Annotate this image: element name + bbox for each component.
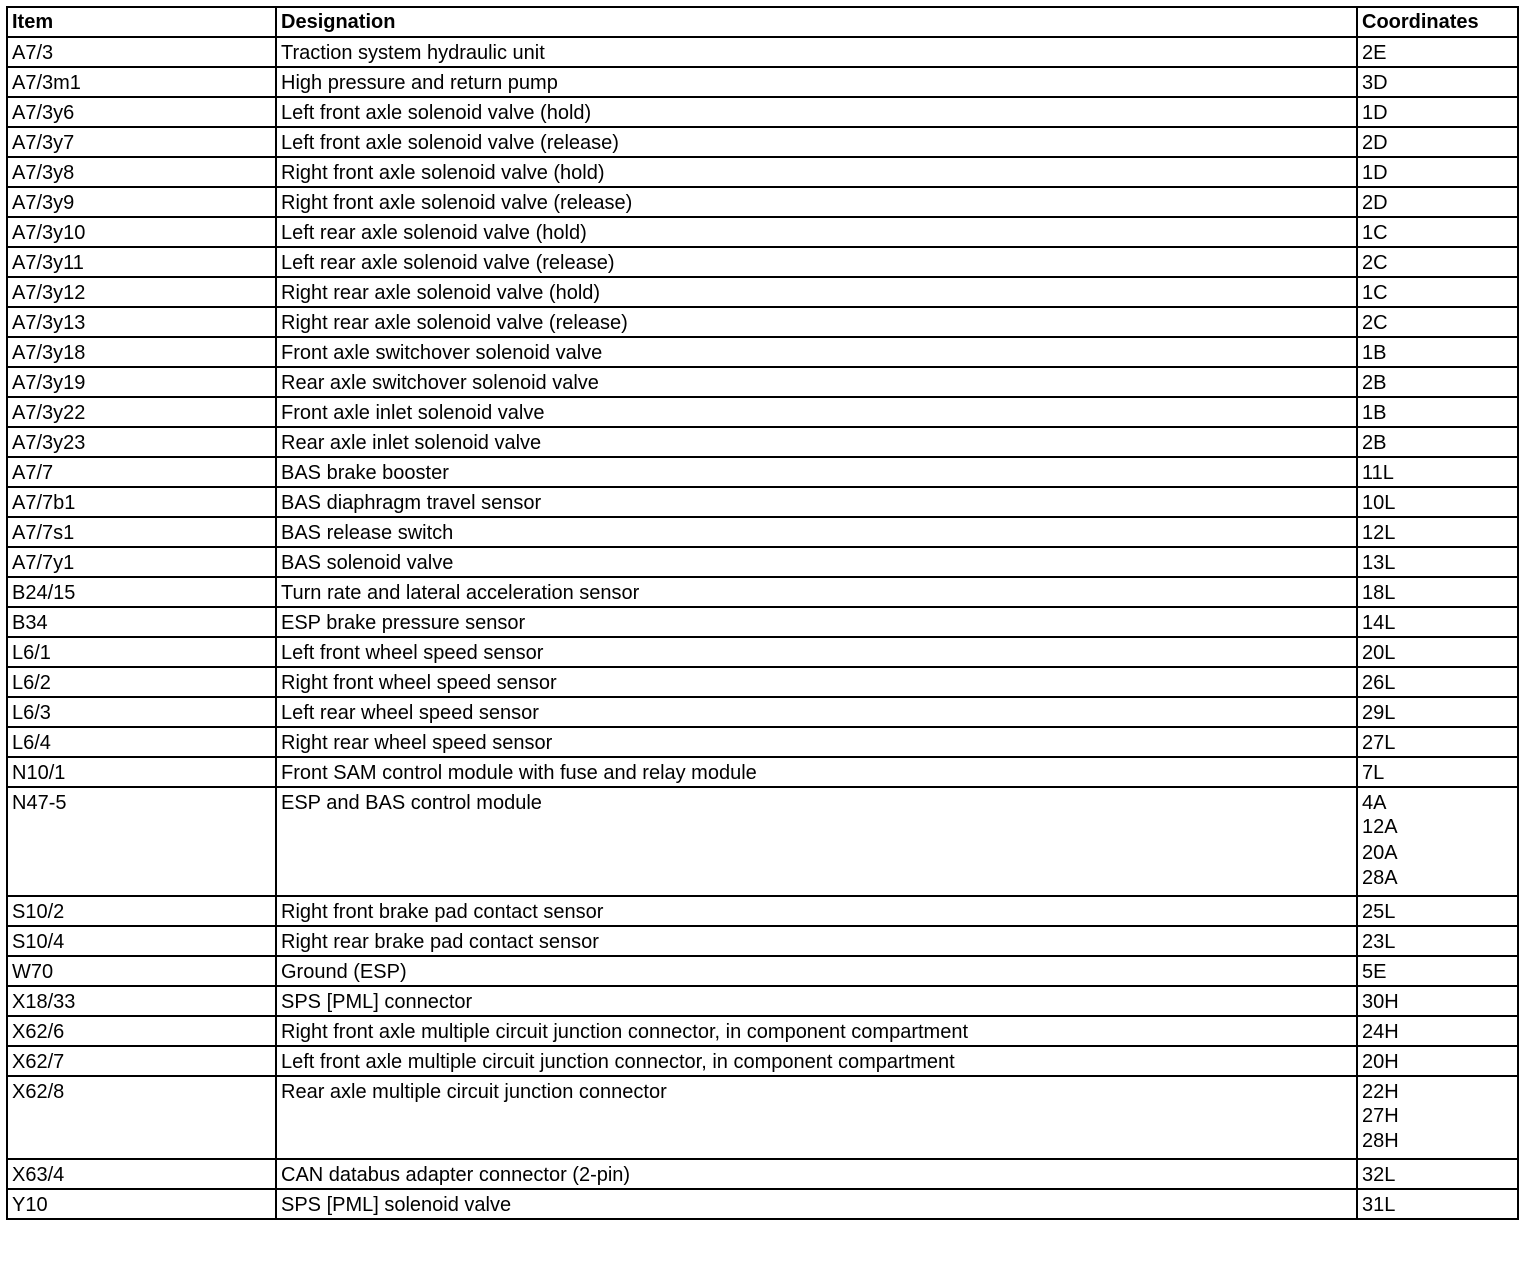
coordinate-value: 28A (1362, 867, 1398, 889)
cell-designation: Left rear wheel speed sensor (276, 697, 1357, 727)
cell-designation: Right front brake pad contact sensor (276, 896, 1357, 926)
cell-coordinates (1357, 577, 1518, 607)
cell-designation: Right front axle multiple circuit junction connector, in component compartment (276, 1016, 1357, 1046)
cell-item: A7/3y8 (7, 157, 276, 187)
cell-item: X18/33 (7, 986, 276, 1016)
coordinate-value: 3D (1362, 72, 1388, 94)
cell-designation: BAS brake booster (276, 457, 1357, 487)
cell-item: A7/7b1 (7, 487, 276, 517)
coordinate-value: 32L (1362, 1163, 1396, 1186)
coordinate-value: 28H (1362, 1130, 1399, 1152)
cell-item: W70 (7, 956, 276, 986)
cell-coordinates (1357, 1046, 1518, 1076)
coordinate-value: 18L (1362, 582, 1396, 604)
header-item: Item (7, 7, 276, 37)
cell-item: N10/1 (7, 757, 276, 787)
cell-designation: Traction system hydraulic unit (276, 37, 1357, 67)
cell-designation: Ground (ESP) (276, 956, 1357, 986)
table-row (7, 547, 1518, 577)
cell-designation: BAS release switch (276, 517, 1357, 547)
coordinate-value: 22H (1362, 1080, 1399, 1103)
cell-coordinates (1357, 337, 1518, 367)
cell-coordinates (1357, 397, 1518, 427)
cell-designation: Right rear axle solenoid valve (hold) (276, 277, 1357, 307)
table-row (7, 607, 1518, 637)
coordinate-value: 7L (1362, 762, 1385, 784)
coordinate-value: 27L (1362, 732, 1396, 754)
cell-designation: Right front axle solenoid valve (release) (276, 187, 1357, 217)
component-table (6, 6, 1519, 1220)
table-row (7, 427, 1518, 457)
cell-coordinates (1357, 926, 1518, 956)
cell-designation: SPS [PML] solenoid valve (276, 1189, 1357, 1219)
cell-coordinates (1357, 637, 1518, 667)
cell-designation: SPS [PML] connector (276, 986, 1357, 1016)
header-coordinates: Coordinates (1357, 7, 1518, 37)
coordinate-value: 2E (1362, 42, 1387, 64)
coordinate-value: 2B (1362, 372, 1387, 394)
cell-designation: BAS diaphragm travel sensor (276, 487, 1357, 517)
cell-coordinates (1357, 247, 1518, 277)
cell-item: A7/3y22 (7, 397, 276, 427)
cell-item: A7/3y23 (7, 427, 276, 457)
table-row (7, 1189, 1518, 1219)
cell-coordinates (1357, 727, 1518, 757)
cell-item: A7/7 (7, 457, 276, 487)
cell-designation: Front axle switchover solenoid valve (276, 337, 1357, 367)
cell-designation: Right front wheel speed sensor (276, 667, 1357, 697)
table-body (7, 37, 1518, 1219)
cell-designation: Right rear brake pad contact sensor (276, 926, 1357, 956)
cell-item: A7/7s1 (7, 517, 276, 547)
cell-coordinates (1357, 697, 1518, 727)
coordinate-value: 1C (1362, 222, 1388, 244)
cell-coordinates (1357, 956, 1518, 986)
cell-item: A7/3y12 (7, 277, 276, 307)
header-row (7, 7, 1518, 37)
table-row (7, 1046, 1518, 1076)
cell-item: A7/3y7 (7, 127, 276, 157)
cell-item: L6/3 (7, 697, 276, 727)
coordinate-value: 14L (1362, 612, 1396, 634)
table-row (7, 367, 1518, 397)
coordinate-value: 20A (1362, 841, 1398, 864)
header-designation: Designation (276, 7, 1357, 37)
table-row (7, 757, 1518, 787)
cell-designation: High pressure and return pump (276, 67, 1357, 97)
cell-designation: Front axle inlet solenoid valve (276, 397, 1357, 427)
cell-item: A7/3y9 (7, 187, 276, 217)
cell-designation: Rear axle multiple circuit junction connector (276, 1076, 1357, 1159)
cell-designation: Right rear axle solenoid valve (release) (276, 307, 1357, 337)
cell-item: S10/4 (7, 926, 276, 956)
cell-item: S10/2 (7, 896, 276, 926)
cell-item: A7/7y1 (7, 547, 276, 577)
coordinate-value: 11L (1362, 462, 1394, 484)
cell-coordinates (1357, 367, 1518, 397)
cell-item: X63/4 (7, 1159, 276, 1189)
cell-coordinates (1357, 547, 1518, 577)
cell-coordinates (1357, 427, 1518, 457)
coordinate-value: 2C (1362, 252, 1388, 274)
table-row (7, 787, 1518, 896)
table-row (7, 487, 1518, 517)
table-row (7, 217, 1518, 247)
coordinate-value: 24H (1362, 1020, 1399, 1043)
table-row (7, 727, 1518, 757)
cell-item: A7/3y11 (7, 247, 276, 277)
cell-designation: Left rear axle solenoid valve (release) (276, 247, 1357, 277)
cell-coordinates (1357, 757, 1518, 787)
cell-designation: Rear axle switchover solenoid valve (276, 367, 1357, 397)
table-row (7, 667, 1518, 697)
cell-item: A7/3 (7, 37, 276, 67)
table-row (7, 337, 1518, 367)
cell-designation: Right front axle solenoid valve (hold) (276, 157, 1357, 187)
cell-item: A7/3y13 (7, 307, 276, 337)
table-row (7, 397, 1518, 427)
cell-coordinates (1357, 217, 1518, 247)
cell-item: A7/3y10 (7, 217, 276, 247)
cell-coordinates (1357, 457, 1518, 487)
coordinate-value: 2C (1362, 312, 1388, 334)
cell-designation: Turn rate and lateral acceleration sensor (276, 577, 1357, 607)
cell-designation: Left rear axle solenoid valve (hold) (276, 217, 1357, 247)
cell-item: A7/3y18 (7, 337, 276, 367)
coordinate-value: 1B (1362, 342, 1387, 364)
coordinate-value: 2B (1362, 432, 1387, 454)
table-row (7, 97, 1518, 127)
coordinate-value: 5E (1362, 960, 1387, 983)
cell-coordinates (1357, 1159, 1518, 1189)
table-row (7, 127, 1518, 157)
coordinate-value: 10L (1362, 492, 1396, 514)
coordinate-value: 27H (1362, 1104, 1399, 1127)
cell-item: X62/6 (7, 1016, 276, 1046)
table-row (7, 187, 1518, 217)
coordinate-value: 29L (1362, 702, 1396, 724)
table-row (7, 1159, 1518, 1189)
cell-item: X62/8 (7, 1076, 276, 1159)
coordinate-value: 4A (1362, 792, 1387, 814)
table-row (7, 247, 1518, 277)
table-row (7, 67, 1518, 97)
table-row (7, 307, 1518, 337)
coordinate-value: 20L (1362, 642, 1396, 664)
cell-designation: Left front wheel speed sensor (276, 637, 1357, 667)
table-row (7, 637, 1518, 667)
coordinate-value: 26L (1362, 672, 1396, 694)
cell-designation: Front SAM control module with fuse and relay module (276, 757, 1357, 787)
coordinate-value: 1D (1362, 162, 1388, 184)
cell-item: A7/3m1 (7, 67, 276, 97)
table-row (7, 896, 1518, 926)
coordinate-value: 12L (1362, 522, 1396, 544)
cell-coordinates (1357, 277, 1518, 307)
table-row (7, 956, 1518, 986)
cell-item: Y10 (7, 1189, 276, 1219)
coordinate-value: 25L (1362, 900, 1396, 923)
cell-item: B34 (7, 607, 276, 637)
cell-coordinates (1357, 517, 1518, 547)
table-row (7, 697, 1518, 727)
coordinate-value: 1D (1362, 102, 1388, 124)
coordinate-value: 12A (1362, 816, 1398, 838)
coordinate-value: 1B (1362, 402, 1387, 424)
coordinate-value: 1C (1362, 282, 1388, 304)
cell-designation: Left front axle solenoid valve (hold) (276, 97, 1357, 127)
cell-designation: Right rear wheel speed sensor (276, 727, 1357, 757)
cell-coordinates (1357, 1076, 1518, 1159)
cell-coordinates (1357, 97, 1518, 127)
component-legend (6, 6, 1519, 1220)
cell-coordinates (1357, 487, 1518, 517)
cell-coordinates (1357, 667, 1518, 697)
table-row (7, 157, 1518, 187)
coordinate-value: 13L (1362, 552, 1396, 574)
cell-designation: ESP and BAS control module (276, 787, 1357, 896)
table-row (7, 577, 1518, 607)
cell-coordinates (1357, 37, 1518, 67)
table-row (7, 1076, 1518, 1159)
table-row (7, 926, 1518, 956)
cell-item: N47-5 (7, 787, 276, 896)
cell-designation: ESP brake pressure sensor (276, 607, 1357, 637)
cell-coordinates (1357, 896, 1518, 926)
coordinate-value: 23L (1362, 930, 1396, 953)
table-row (7, 986, 1518, 1016)
cell-coordinates (1357, 187, 1518, 217)
cell-coordinates (1357, 607, 1518, 637)
table-row (7, 277, 1518, 307)
table-row (7, 1016, 1518, 1046)
cell-designation: Rear axle inlet solenoid valve (276, 427, 1357, 457)
coordinate-value: 20H (1362, 1050, 1399, 1073)
table-row (7, 37, 1518, 67)
cell-coordinates (1357, 127, 1518, 157)
coordinate-value: 2D (1362, 132, 1388, 154)
cell-coordinates (1357, 986, 1518, 1016)
cell-coordinates (1357, 307, 1518, 337)
table-row (7, 517, 1518, 547)
cell-designation: CAN databus adapter connector (2-pin) (276, 1159, 1357, 1189)
cell-coordinates (1357, 1189, 1518, 1219)
cell-designation: BAS solenoid valve (276, 547, 1357, 577)
cell-item: A7/3y19 (7, 367, 276, 397)
cell-item: L6/4 (7, 727, 276, 757)
cell-item: B24/15 (7, 577, 276, 607)
cell-coordinates (1357, 1016, 1518, 1046)
cell-coordinates (1357, 157, 1518, 187)
coordinate-value: 30H (1362, 990, 1399, 1013)
cell-coordinates (1357, 787, 1518, 896)
cell-coordinates (1357, 67, 1518, 97)
coordinate-value: 2D (1362, 192, 1388, 214)
cell-item: L6/1 (7, 637, 276, 667)
table-row (7, 457, 1518, 487)
cell-item: X62/7 (7, 1046, 276, 1076)
cell-designation: Left front axle solenoid valve (release) (276, 127, 1357, 157)
cell-designation: Left front axle multiple circuit junction connector, in component compartment (276, 1046, 1357, 1076)
cell-item: A7/3y6 (7, 97, 276, 127)
coordinate-value: 31L (1362, 1193, 1396, 1216)
cell-item: L6/2 (7, 667, 276, 697)
